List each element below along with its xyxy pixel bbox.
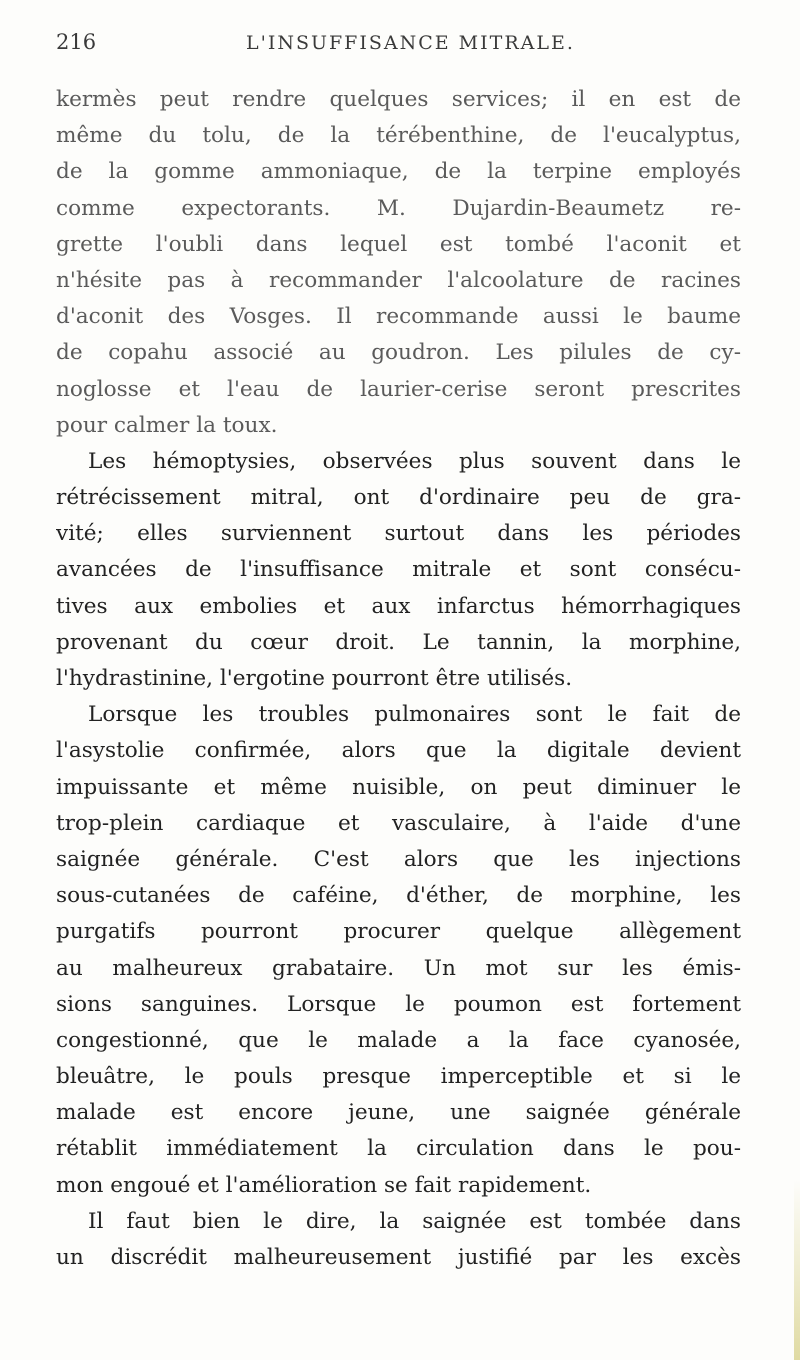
text-line: saignée générale. C'est alors que les injections: [56, 846, 741, 872]
text-line: Les hémoptysies, observées plus souvent dans le: [88, 448, 741, 474]
text-line: purgatifs pourront procurer quelque allègement: [56, 919, 741, 945]
text-line: tives aux embolies et aux infarctus hémorrhagiques: [56, 593, 741, 619]
text-line: d'aconit des Vosges. Il recommande aussi le baume: [56, 304, 741, 330]
text-line: Il faut bien le dire, la saignée est tombée dans: [88, 1208, 741, 1234]
text-line: pour calmer la toux.: [56, 412, 278, 438]
text-line: au malheureux grabataire. Un mot sur les émis-: [56, 955, 741, 981]
running-title: L'INSUFFISANCE MITRALE.: [246, 32, 575, 54]
page-header: [56, 22, 760, 62]
text-line: mon engoué et l'amélioration se fait rapidement.: [56, 1172, 592, 1198]
text-line: congestionné, que le malade a la face cyanosée,: [56, 1027, 741, 1053]
paragraph: [56, 444, 741, 697]
text-line: grette l'oubli dans lequel est tombé l'aconit et: [56, 231, 741, 257]
text-line: avancées de l'insuffisance mitrale et sont consécu-: [56, 557, 741, 583]
text-line: sous-cutanées de caféine, d'éther, de morphine, les: [56, 883, 741, 909]
text-line: noglosse et l'eau de laurier-cerise seront prescrites: [56, 376, 741, 402]
text-line: même du tolu, de la térébenthine, de l'eucalyptus,: [56, 123, 741, 149]
paragraph: [56, 82, 741, 444]
text-line: de copahu associé au goudron. Les pilules de cy-: [56, 340, 741, 366]
text-line: l'hydrastinine, l'ergotine pourront être utilisés.: [56, 666, 573, 691]
text-line: vité; elles surviennent surtout dans les périodes: [56, 521, 741, 547]
text-line: rétrécissement mitral, ont d'ordinaire peu de gra-: [56, 485, 741, 511]
paragraph: [56, 1204, 741, 1276]
page-number: 216: [56, 30, 97, 54]
text-line: rétablit immédiatement la circulation dans le pou-: [56, 1136, 741, 1162]
text-line: trop-plein cardiaque et vasculaire, à l'aide d'une: [56, 810, 741, 836]
page-edge-stain: [794, 1180, 800, 1360]
text-line: kermès peut rendre quelques services; il en est de: [56, 87, 741, 112]
text-line: n'hésite pas à recommander l'alcoolature de racines: [56, 267, 741, 293]
text-line: bleuâtre, le pouls presque imperceptible et si le: [56, 1064, 741, 1090]
text-line: sions sanguines. Lorsque le poumon est fortement: [56, 991, 741, 1017]
text-line: provenant du cœur droit. Le tannin, la morphine,: [56, 629, 741, 655]
text-line: comme expectorants. M. Dujardin-Beaumetz re-: [56, 195, 741, 221]
text-line: Lorsque les troubles pulmonaires sont le fait de: [88, 702, 741, 728]
text-line: malade est encore jeune, une saignée générale: [56, 1100, 741, 1126]
text-line: un discrédit malheureusement justifié par les excès: [56, 1245, 741, 1270]
text-line: l'asystolie confirmée, alors que la digitale devient: [56, 738, 741, 764]
text-line: impuissante et même nuisible, on peut diminuer le: [56, 774, 741, 800]
body-text: [56, 82, 741, 1276]
paragraph: [56, 697, 741, 1204]
text-line: de la gomme ammoniaque, de la terpine employés: [56, 159, 741, 185]
